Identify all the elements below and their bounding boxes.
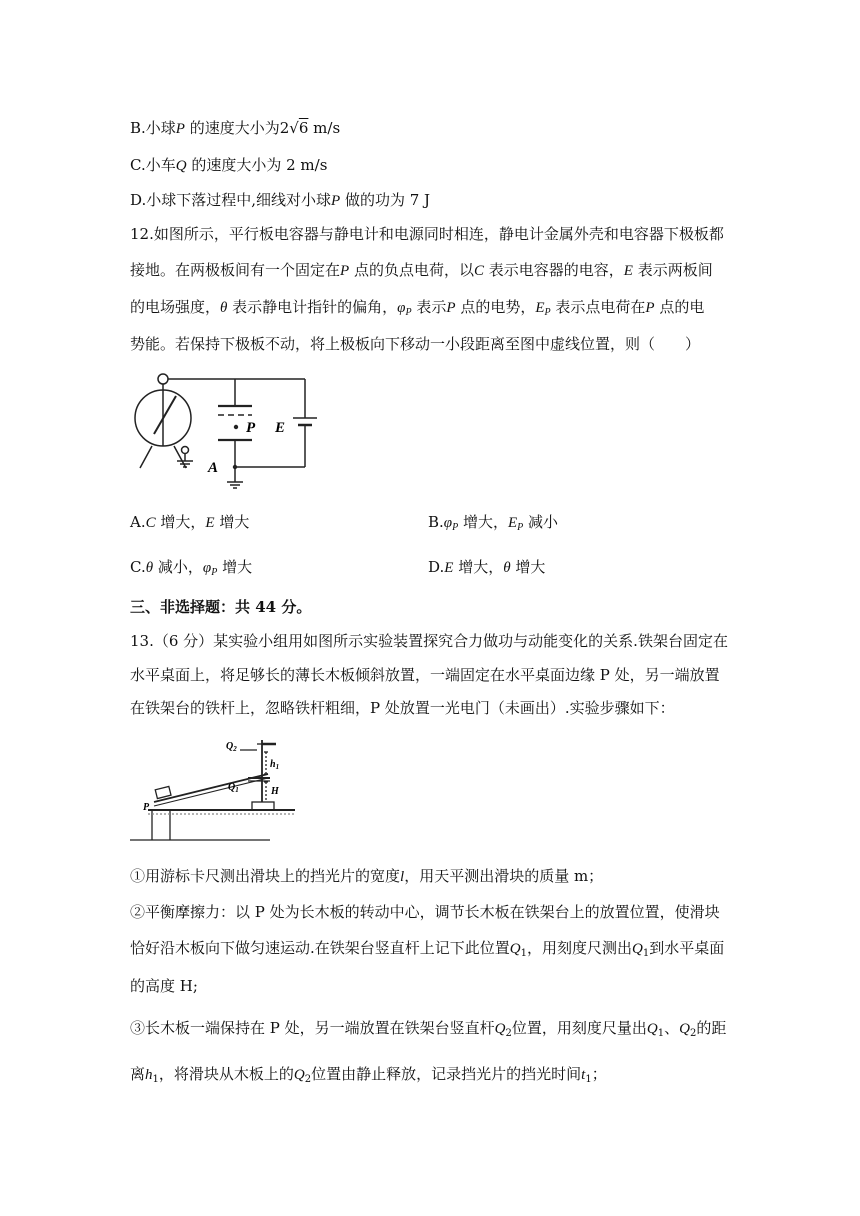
- q12-option-a: A.C 增大，E 增大: [130, 513, 250, 531]
- case-ground-node: [182, 447, 189, 454]
- q13-step-3-line-1: ③长木板一端保持在 P 处，另一端放置在铁架台竖直杆$Q_2$位置，用刻度尺量出$Q_1$、$Q_2$的距: [130, 1019, 727, 1039]
- q12-option-b: $B.\varphi_P$ 增大，$E_P$ 减小: [428, 513, 559, 533]
- q12-line-4: 势能。若保持下极板不动，将上极板向下移动一小段距离至图中虚线位置，则（ ）: [130, 335, 701, 353]
- q13-step-2-line-3: 的高度 H;: [130, 977, 198, 995]
- q13-step-3-line-2: 离$h_1$，将滑块从木板上的$Q_2$位置由静止释放，记录挡光片的挡光时间$t_1$；: [130, 1065, 607, 1085]
- q13-line-3: 在铁架台的铁杆上，忽略铁杆粗细，P 处放置一光电门（未画出）.实验步骤如下：: [130, 699, 675, 717]
- electrometer-needle: [154, 396, 176, 434]
- sqrt-symbol: √: [289, 119, 299, 137]
- q11-option-b: B.小球P 的速度大小为2√6 m/s: [130, 119, 341, 137]
- q12-options-row-1: [130, 511, 730, 531]
- q12-options-row-2: [130, 556, 730, 576]
- q12-option-c: C.θ 减小，$\varphi_P$ 增大: [130, 558, 253, 578]
- q13-step-2-line-1: ②平衡摩擦力：以 P 处为长木板的转动中心，调节长木板在铁架台上的放置位置，使滑块: [130, 903, 720, 921]
- q13-step-1: ①用游标卡尺测出滑块上的挡光片的宽度l，用天平测出滑块的质量 m；: [130, 867, 604, 885]
- label-h1: $h_1$: [270, 759, 280, 771]
- q11-option-c: C.小车Q 的速度大小为 2 m/s: [130, 156, 328, 174]
- label-q2: $Q_2$: [226, 741, 237, 753]
- label-a: A: [208, 460, 219, 476]
- label-p: P: [246, 420, 256, 436]
- section-3-heading: 三、非选择题：共 44 分。: [130, 598, 312, 616]
- electrometer-knob: [158, 374, 168, 384]
- slider-block: [155, 786, 171, 798]
- q12-option-d: D.E 增大，θ 增大: [428, 558, 546, 576]
- q13-line-1: 13.（6 分）某实验小组用如图所示实验装置探究合力做功与动能变化的关系.铁架台固定在: [130, 632, 728, 650]
- label-P: P: [143, 802, 150, 813]
- q13-apparatus-figure: [130, 730, 300, 845]
- q13-step-2-line-2: 恰好沿木板向下做匀速运动.在铁架台竖直杆上记下此位置$Q_1$，用刻度尺测出$Q_1$到水平桌面: [130, 939, 725, 959]
- q13-line-2: 水平桌面上，将足够长的薄长木板倾斜放置，一端固定在水平桌面边缘 P 处，另一端放置: [130, 666, 720, 684]
- electrometer-leg-left: [140, 446, 152, 468]
- q12-line-2: 接地。在两极板间有一个固定在P 点的负点电荷，以C 表示电容器的电容，E 表示两板间: [130, 261, 713, 279]
- q12-line-1: 12.如图所示，平行板电容器与静电计和电源同时相连，静电计金属外壳和电容器下极板都: [130, 225, 724, 243]
- q12-line-3: 的电场强度，θ 表示静电计指针的偏角，$\varphi_P$ 表示P 点的电势，$E_P$ 表示点电荷在P 点的电: [130, 298, 705, 318]
- q12-circuit-figure: [130, 370, 320, 495]
- label-q1: $Q_1$: [228, 782, 239, 794]
- label-H: H: [271, 786, 279, 797]
- inclined-board: [154, 774, 268, 802]
- label-e: E: [275, 420, 286, 436]
- q11-option-d: D.小球下落过程中,细线对小球P 做的功为 7 J: [130, 191, 431, 209]
- stand-base: [252, 802, 274, 810]
- point-charge: [234, 425, 238, 429]
